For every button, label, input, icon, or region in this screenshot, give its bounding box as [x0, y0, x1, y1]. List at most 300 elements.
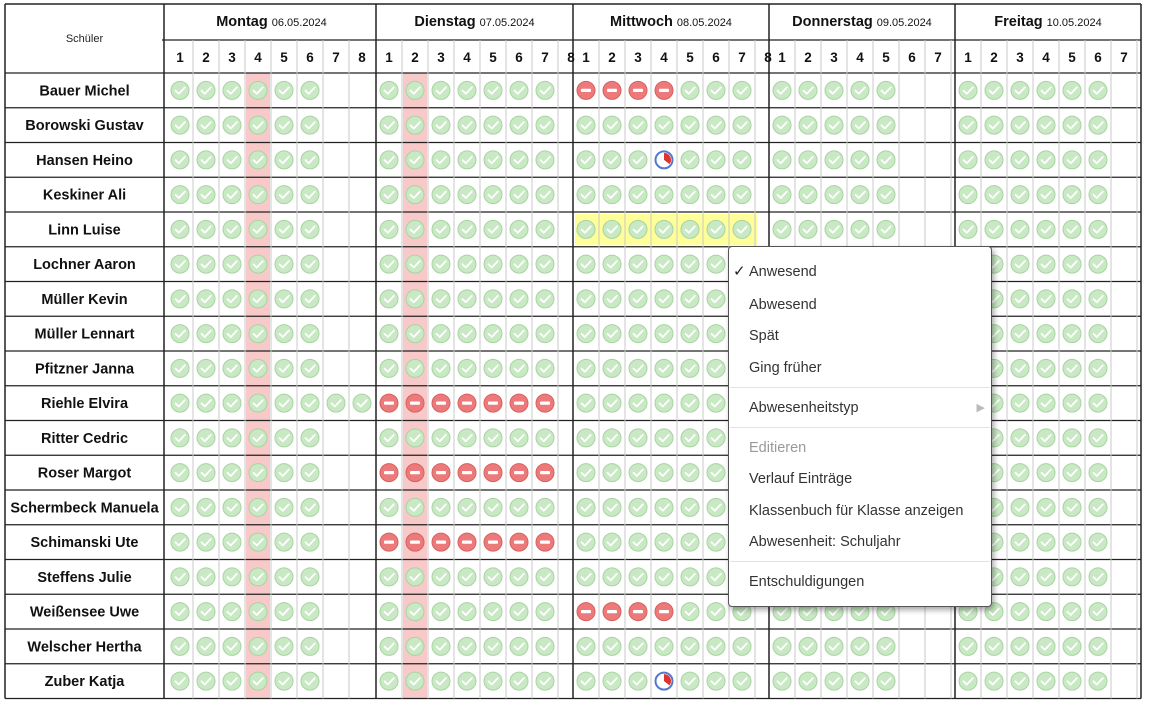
attendance-present-icon[interactable] [249, 186, 267, 204]
attendance-present-icon[interactable] [1037, 81, 1055, 99]
attendance-present-icon[interactable] [1063, 464, 1081, 482]
attendance-present-icon[interactable] [380, 186, 398, 204]
attendance-present-icon[interactable] [301, 568, 319, 586]
attendance-present-icon[interactable] [171, 603, 189, 621]
attendance-present-icon[interactable] [985, 81, 1003, 99]
attendance-present-icon[interactable] [1037, 672, 1055, 690]
student-name[interactable]: Weißensee Uwe [29, 604, 140, 621]
student-name[interactable]: Bauer Michel [39, 83, 130, 100]
attendance-present-icon[interactable] [301, 429, 319, 447]
student-name[interactable]: Müller Lennart [34, 326, 135, 343]
attendance-present-icon[interactable] [733, 186, 751, 204]
attendance-present-icon[interactable] [197, 255, 215, 273]
attendance-absent-icon[interactable] [432, 464, 450, 482]
attendance-present-icon[interactable] [1037, 464, 1055, 482]
attendance-present-icon[interactable] [275, 151, 293, 169]
attendance-present-icon[interactable] [223, 186, 241, 204]
attendance-absent-icon[interactable] [577, 603, 595, 621]
attendance-present-icon[interactable] [171, 220, 189, 238]
attendance-present-icon[interactable] [171, 464, 189, 482]
attendance-present-icon[interactable] [1037, 255, 1055, 273]
attendance-present-icon[interactable] [458, 290, 476, 308]
attendance-present-icon[interactable] [577, 186, 595, 204]
attendance-present-icon[interactable] [655, 429, 673, 447]
attendance-present-icon[interactable] [301, 116, 319, 134]
attendance-present-icon[interactable] [171, 637, 189, 655]
attendance-present-icon[interactable] [458, 359, 476, 377]
attendance-present-icon[interactable] [707, 568, 725, 586]
attendance-present-icon[interactable] [1011, 394, 1029, 412]
attendance-present-icon[interactable] [577, 151, 595, 169]
attendance-present-icon[interactable] [1011, 568, 1029, 586]
attendance-present-icon[interactable] [577, 637, 595, 655]
attendance-absent-icon[interactable] [458, 533, 476, 551]
attendance-present-icon[interactable] [510, 429, 528, 447]
attendance-present-icon[interactable] [301, 290, 319, 308]
attendance-present-icon[interactable] [301, 220, 319, 238]
attendance-present-icon[interactable] [1037, 394, 1055, 412]
menu-item-abwesend[interactable] [729, 291, 991, 319]
attendance-present-icon[interactable] [406, 116, 424, 134]
attendance-present-icon[interactable] [484, 637, 502, 655]
attendance-present-icon[interactable] [432, 151, 450, 169]
attendance-present-icon[interactable] [536, 568, 554, 586]
attendance-present-icon[interactable] [603, 151, 621, 169]
attendance-present-icon[interactable] [171, 568, 189, 586]
attendance-present-icon[interactable] [681, 151, 699, 169]
attendance-present-icon[interactable] [301, 255, 319, 273]
attendance-present-icon[interactable] [655, 255, 673, 273]
attendance-present-icon[interactable] [1089, 533, 1107, 551]
attendance-present-icon[interactable] [432, 637, 450, 655]
attendance-present-icon[interactable] [603, 186, 621, 204]
attendance-present-icon[interactable] [877, 151, 895, 169]
attendance-absent-icon[interactable] [510, 464, 528, 482]
attendance-absent-icon[interactable] [629, 603, 647, 621]
attendance-present-icon[interactable] [275, 429, 293, 447]
attendance-present-icon[interactable] [432, 220, 450, 238]
attendance-present-icon[interactable] [629, 672, 647, 690]
attendance-present-icon[interactable] [681, 255, 699, 273]
attendance-present-icon[interactable] [223, 116, 241, 134]
attendance-present-icon[interactable] [773, 672, 791, 690]
attendance-present-icon[interactable] [249, 464, 267, 482]
attendance-present-icon[interactable] [275, 81, 293, 99]
attendance-present-icon[interactable] [1037, 359, 1055, 377]
attendance-present-icon[interactable] [1089, 255, 1107, 273]
attendance-present-icon[interactable] [380, 429, 398, 447]
attendance-present-icon[interactable] [406, 637, 424, 655]
menu-item-anwesend[interactable] [729, 258, 991, 286]
attendance-present-icon[interactable] [171, 255, 189, 273]
attendance-present-icon[interactable] [197, 325, 215, 343]
attendance-present-icon[interactable] [655, 568, 673, 586]
attendance-present-icon[interactable] [603, 498, 621, 516]
attendance-present-icon[interactable] [536, 290, 554, 308]
attendance-present-icon[interactable] [301, 325, 319, 343]
attendance-present-icon[interactable] [275, 533, 293, 551]
attendance-present-icon[interactable] [1089, 568, 1107, 586]
attendance-present-icon[interactable] [1011, 325, 1029, 343]
attendance-present-icon[interactable] [707, 220, 725, 238]
attendance-present-icon[interactable] [577, 325, 595, 343]
attendance-present-icon[interactable] [458, 255, 476, 273]
attendance-present-icon[interactable] [603, 464, 621, 482]
attendance-present-icon[interactable] [197, 81, 215, 99]
attendance-present-icon[interactable] [171, 429, 189, 447]
student-name[interactable]: Welscher Hertha [27, 639, 142, 656]
attendance-present-icon[interactable] [432, 429, 450, 447]
attendance-absent-icon[interactable] [603, 81, 621, 99]
attendance-present-icon[interactable] [275, 672, 293, 690]
attendance-absent-icon[interactable] [432, 533, 450, 551]
attendance-present-icon[interactable] [406, 255, 424, 273]
attendance-present-icon[interactable] [629, 359, 647, 377]
attendance-present-icon[interactable] [799, 151, 817, 169]
attendance-absent-icon[interactable] [629, 81, 647, 99]
attendance-absent-icon[interactable] [406, 533, 424, 551]
attendance-present-icon[interactable] [1011, 255, 1029, 273]
attendance-present-icon[interactable] [629, 325, 647, 343]
attendance-present-icon[interactable] [1089, 672, 1107, 690]
attendance-present-icon[interactable] [1037, 220, 1055, 238]
attendance-present-icon[interactable] [1037, 186, 1055, 204]
attendance-present-icon[interactable] [249, 568, 267, 586]
attendance-present-icon[interactable] [577, 394, 595, 412]
attendance-present-icon[interactable] [603, 672, 621, 690]
attendance-present-icon[interactable] [603, 429, 621, 447]
attendance-present-icon[interactable] [733, 637, 751, 655]
attendance-absent-icon[interactable] [484, 464, 502, 482]
attendance-present-icon[interactable] [458, 325, 476, 343]
student-name[interactable]: Keskiner Ali [42, 187, 127, 204]
attendance-present-icon[interactable] [707, 498, 725, 516]
attendance-present-icon[interactable] [655, 186, 673, 204]
attendance-present-icon[interactable] [655, 290, 673, 308]
attendance-present-icon[interactable] [1063, 429, 1081, 447]
attendance-present-icon[interactable] [171, 394, 189, 412]
attendance-present-icon[interactable] [1011, 359, 1029, 377]
attendance-present-icon[interactable] [249, 81, 267, 99]
attendance-present-icon[interactable] [249, 325, 267, 343]
attendance-present-icon[interactable] [773, 637, 791, 655]
attendance-absent-icon[interactable] [458, 464, 476, 482]
student-name[interactable]: Zuber Katja [44, 674, 125, 691]
attendance-present-icon[interactable] [249, 498, 267, 516]
attendance-present-icon[interactable] [681, 220, 699, 238]
attendance-present-icon[interactable] [510, 568, 528, 586]
attendance-absent-icon[interactable] [458, 394, 476, 412]
attendance-present-icon[interactable] [406, 429, 424, 447]
student-name[interactable]: Borowski Gustav [25, 118, 144, 135]
attendance-present-icon[interactable] [353, 394, 371, 412]
attendance-present-icon[interactable] [959, 151, 977, 169]
attendance-present-icon[interactable] [432, 672, 450, 690]
menu-item-spaet[interactable] [729, 322, 991, 350]
attendance-present-icon[interactable] [629, 498, 647, 516]
attendance-absent-icon[interactable] [536, 533, 554, 551]
attendance-present-icon[interactable] [432, 359, 450, 377]
attendance-present-icon[interactable] [1089, 325, 1107, 343]
attendance-present-icon[interactable] [655, 394, 673, 412]
attendance-present-icon[interactable] [301, 672, 319, 690]
attendance-absent-icon[interactable] [536, 394, 554, 412]
attendance-present-icon[interactable] [275, 568, 293, 586]
attendance-present-icon[interactable] [707, 429, 725, 447]
attendance-present-icon[interactable] [603, 394, 621, 412]
attendance-present-icon[interactable] [510, 81, 528, 99]
attendance-present-icon[interactable] [1089, 394, 1107, 412]
attendance-present-icon[interactable] [877, 672, 895, 690]
attendance-present-icon[interactable] [275, 464, 293, 482]
attendance-present-icon[interactable] [432, 116, 450, 134]
attendance-present-icon[interactable] [877, 116, 895, 134]
student-name[interactable]: Pfitzner Janna [34, 361, 135, 378]
attendance-present-icon[interactable] [380, 81, 398, 99]
attendance-present-icon[interactable] [629, 186, 647, 204]
attendance-present-icon[interactable] [655, 220, 673, 238]
attendance-present-icon[interactable] [380, 603, 398, 621]
attendance-present-icon[interactable] [406, 325, 424, 343]
attendance-present-icon[interactable] [603, 220, 621, 238]
attendance-present-icon[interactable] [851, 220, 869, 238]
attendance-present-icon[interactable] [773, 151, 791, 169]
attendance-present-icon[interactable] [1089, 220, 1107, 238]
attendance-present-icon[interactable] [1063, 637, 1081, 655]
attendance-present-icon[interactable] [406, 220, 424, 238]
attendance-present-icon[interactable] [1063, 672, 1081, 690]
attendance-present-icon[interactable] [1011, 186, 1029, 204]
attendance-present-icon[interactable] [301, 498, 319, 516]
attendance-present-icon[interactable] [510, 151, 528, 169]
attendance-present-icon[interactable] [985, 672, 1003, 690]
attendance-present-icon[interactable] [877, 637, 895, 655]
attendance-absent-icon[interactable] [380, 464, 398, 482]
attendance-present-icon[interactable] [707, 116, 725, 134]
attendance-absent-icon[interactable] [577, 81, 595, 99]
attendance-present-icon[interactable] [1089, 429, 1107, 447]
attendance-present-icon[interactable] [1063, 290, 1081, 308]
attendance-present-icon[interactable] [1063, 220, 1081, 238]
attendance-present-icon[interactable] [458, 637, 476, 655]
attendance-present-icon[interactable] [799, 672, 817, 690]
attendance-absent-icon[interactable] [380, 533, 398, 551]
attendance-present-icon[interactable] [380, 116, 398, 134]
attendance-present-icon[interactable] [223, 429, 241, 447]
attendance-present-icon[interactable] [432, 186, 450, 204]
attendance-present-icon[interactable] [249, 359, 267, 377]
attendance-absent-icon[interactable] [536, 464, 554, 482]
attendance-present-icon[interactable] [458, 568, 476, 586]
attendance-absent-icon[interactable] [510, 533, 528, 551]
attendance-present-icon[interactable] [629, 290, 647, 308]
attendance-present-icon[interactable] [484, 603, 502, 621]
attendance-present-icon[interactable] [1063, 359, 1081, 377]
attendance-present-icon[interactable] [1063, 568, 1081, 586]
attendance-present-icon[interactable] [249, 116, 267, 134]
attendance-present-icon[interactable] [536, 81, 554, 99]
attendance-present-icon[interactable] [851, 672, 869, 690]
attendance-present-icon[interactable] [655, 498, 673, 516]
attendance-present-icon[interactable] [577, 255, 595, 273]
attendance-present-icon[interactable] [733, 81, 751, 99]
attendance-present-icon[interactable] [275, 637, 293, 655]
attendance-present-icon[interactable] [197, 186, 215, 204]
attendance-present-icon[interactable] [707, 325, 725, 343]
attendance-present-icon[interactable] [458, 672, 476, 690]
attendance-present-icon[interactable] [577, 568, 595, 586]
attendance-late-icon[interactable] [656, 151, 673, 168]
attendance-present-icon[interactable] [1037, 290, 1055, 308]
attendance-present-icon[interactable] [458, 151, 476, 169]
attendance-present-icon[interactable] [536, 498, 554, 516]
attendance-present-icon[interactable] [510, 672, 528, 690]
attendance-present-icon[interactable] [249, 151, 267, 169]
attendance-present-icon[interactable] [959, 81, 977, 99]
attendance-present-icon[interactable] [1063, 394, 1081, 412]
attendance-present-icon[interactable] [1063, 533, 1081, 551]
attendance-present-icon[interactable] [1037, 568, 1055, 586]
attendance-present-icon[interactable] [406, 151, 424, 169]
attendance-present-icon[interactable] [484, 220, 502, 238]
attendance-present-icon[interactable] [171, 359, 189, 377]
attendance-present-icon[interactable] [197, 498, 215, 516]
attendance-present-icon[interactable] [275, 186, 293, 204]
attendance-absent-icon[interactable] [484, 394, 502, 412]
menu-item-abwesenheit-schuljahr[interactable] [729, 528, 991, 556]
attendance-present-icon[interactable] [510, 255, 528, 273]
attendance-present-icon[interactable] [536, 603, 554, 621]
attendance-present-icon[interactable] [799, 81, 817, 99]
attendance-present-icon[interactable] [536, 255, 554, 273]
attendance-present-icon[interactable] [301, 81, 319, 99]
attendance-present-icon[interactable] [223, 568, 241, 586]
attendance-present-icon[interactable] [707, 394, 725, 412]
attendance-present-icon[interactable] [799, 186, 817, 204]
attendance-present-icon[interactable] [380, 151, 398, 169]
attendance-present-icon[interactable] [536, 186, 554, 204]
attendance-present-icon[interactable] [1089, 603, 1107, 621]
attendance-present-icon[interactable] [681, 603, 699, 621]
attendance-present-icon[interactable] [577, 672, 595, 690]
attendance-present-icon[interactable] [458, 603, 476, 621]
attendance-present-icon[interactable] [484, 255, 502, 273]
attendance-present-icon[interactable] [681, 533, 699, 551]
attendance-present-icon[interactable] [681, 186, 699, 204]
attendance-present-icon[interactable] [458, 498, 476, 516]
student-name[interactable]: Lochner Aaron [33, 257, 136, 274]
menu-item-klassenbuch-anzeigen[interactable] [729, 497, 991, 525]
attendance-absent-icon[interactable] [432, 394, 450, 412]
attendance-present-icon[interactable] [655, 116, 673, 134]
attendance-present-icon[interactable] [301, 603, 319, 621]
attendance-present-icon[interactable] [171, 672, 189, 690]
attendance-present-icon[interactable] [1037, 603, 1055, 621]
attendance-present-icon[interactable] [249, 255, 267, 273]
attendance-present-icon[interactable] [484, 116, 502, 134]
attendance-present-icon[interactable] [197, 394, 215, 412]
attendance-present-icon[interactable] [484, 81, 502, 99]
attendance-present-icon[interactable] [171, 186, 189, 204]
attendance-present-icon[interactable] [629, 220, 647, 238]
attendance-present-icon[interactable] [799, 220, 817, 238]
attendance-present-icon[interactable] [484, 498, 502, 516]
attendance-present-icon[interactable] [1011, 429, 1029, 447]
attendance-present-icon[interactable] [380, 672, 398, 690]
attendance-present-icon[interactable] [458, 186, 476, 204]
attendance-present-icon[interactable] [1089, 359, 1107, 377]
attendance-present-icon[interactable] [577, 429, 595, 447]
attendance-present-icon[interactable] [171, 290, 189, 308]
attendance-present-icon[interactable] [380, 637, 398, 655]
attendance-present-icon[interactable] [1063, 186, 1081, 204]
attendance-present-icon[interactable] [825, 186, 843, 204]
attendance-late-icon[interactable] [656, 673, 673, 690]
student-name[interactable]: Roser Margot [37, 465, 132, 482]
attendance-present-icon[interactable] [1037, 325, 1055, 343]
attendance-present-icon[interactable] [733, 672, 751, 690]
attendance-present-icon[interactable] [327, 394, 345, 412]
menu-item-verlauf-eintraege[interactable] [729, 465, 991, 493]
attendance-present-icon[interactable] [197, 429, 215, 447]
attendance-present-icon[interactable] [171, 116, 189, 134]
attendance-absent-icon[interactable] [406, 464, 424, 482]
attendance-present-icon[interactable] [432, 498, 450, 516]
attendance-present-icon[interactable] [484, 359, 502, 377]
attendance-present-icon[interactable] [877, 220, 895, 238]
attendance-present-icon[interactable] [851, 151, 869, 169]
attendance-absent-icon[interactable] [406, 394, 424, 412]
attendance-present-icon[interactable] [681, 429, 699, 447]
attendance-present-icon[interactable] [707, 81, 725, 99]
attendance-present-icon[interactable] [510, 186, 528, 204]
attendance-absent-icon[interactable] [603, 603, 621, 621]
attendance-present-icon[interactable] [681, 637, 699, 655]
attendance-present-icon[interactable] [197, 290, 215, 308]
attendance-present-icon[interactable] [406, 81, 424, 99]
attendance-present-icon[interactable] [1011, 498, 1029, 516]
attendance-present-icon[interactable] [223, 533, 241, 551]
attendance-present-icon[interactable] [681, 568, 699, 586]
attendance-present-icon[interactable] [510, 290, 528, 308]
menu-item-ging-frueher[interactable] [729, 354, 991, 382]
attendance-present-icon[interactable] [959, 116, 977, 134]
attendance-present-icon[interactable] [380, 568, 398, 586]
attendance-present-icon[interactable] [681, 359, 699, 377]
attendance-present-icon[interactable] [707, 603, 725, 621]
attendance-present-icon[interactable] [197, 637, 215, 655]
attendance-present-icon[interactable] [380, 255, 398, 273]
attendance-present-icon[interactable] [603, 325, 621, 343]
attendance-present-icon[interactable] [1063, 116, 1081, 134]
attendance-present-icon[interactable] [681, 290, 699, 308]
attendance-present-icon[interactable] [484, 568, 502, 586]
attendance-present-icon[interactable] [707, 637, 725, 655]
attendance-present-icon[interactable] [1011, 637, 1029, 655]
attendance-present-icon[interactable] [249, 672, 267, 690]
attendance-present-icon[interactable] [301, 151, 319, 169]
attendance-present-icon[interactable] [223, 637, 241, 655]
attendance-present-icon[interactable] [603, 255, 621, 273]
attendance-present-icon[interactable] [851, 81, 869, 99]
attendance-present-icon[interactable] [1089, 81, 1107, 99]
attendance-present-icon[interactable] [197, 151, 215, 169]
student-name[interactable]: Riehle Elvira [40, 396, 129, 413]
attendance-present-icon[interactable] [197, 603, 215, 621]
attendance-present-icon[interactable] [458, 220, 476, 238]
attendance-present-icon[interactable] [301, 637, 319, 655]
attendance-present-icon[interactable] [851, 116, 869, 134]
